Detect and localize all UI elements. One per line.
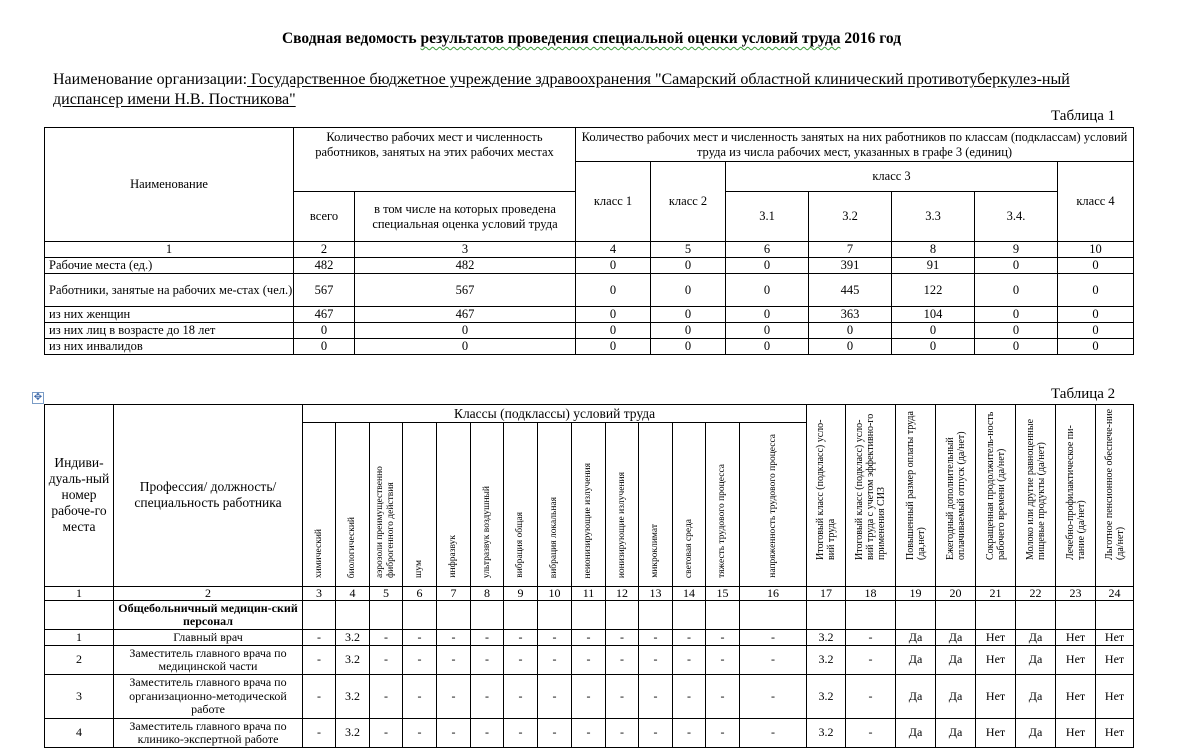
cell: 0 [1058, 323, 1134, 339]
cell: Да [896, 646, 936, 675]
workplace-id: 1 [45, 630, 114, 646]
header-sub-3-1: 3.1 [726, 192, 809, 242]
col-number: 3 [355, 242, 576, 258]
cell: 0 [726, 274, 809, 307]
cell: Нет [976, 719, 1016, 748]
col-number: 22 [1016, 586, 1056, 601]
cell: - [740, 719, 807, 748]
cell [936, 601, 976, 630]
cell: - [538, 719, 572, 748]
cell: - [471, 646, 504, 675]
col-number: 5 [651, 242, 726, 258]
cell: - [706, 719, 740, 748]
cell: 0 [355, 339, 576, 355]
cell: - [538, 630, 572, 646]
col-number: 4 [576, 242, 651, 258]
col-number: 15 [706, 586, 740, 601]
cell: - [673, 646, 706, 675]
header-food [1056, 405, 1096, 587]
table-row [45, 630, 1134, 646]
header-text: Льготное пенсионное обеспече-ние (да/нет) [1103, 408, 1126, 560]
cell: 0 [576, 307, 651, 323]
header-assessed: в том числе на которых проведена специальная оценка условий труда [355, 192, 576, 242]
header-text: напряженность трудового процесса [767, 434, 778, 578]
cell: 445 [809, 274, 892, 307]
header-text: неионизирующие излучения [583, 462, 593, 578]
cell: - [572, 675, 606, 719]
col-number: 17 [807, 586, 846, 601]
header-workplace-id: Индиви-дуаль-ный номер рабоче-го места [45, 405, 114, 587]
cell: 3.2 [336, 630, 370, 646]
cell: - [303, 646, 336, 675]
header-factor-vibration-general [504, 423, 538, 587]
header-workplaces-group: Количество рабочих мест и численность работников, занятых на этих рабочих местах [294, 128, 576, 192]
cell: 0 [892, 323, 975, 339]
cell [673, 601, 706, 630]
header-text: вибрация локальная [549, 496, 559, 578]
cell: 567 [355, 274, 576, 307]
header-factor-biological [336, 423, 370, 587]
cell: 0 [576, 323, 651, 339]
cell: - [437, 719, 471, 748]
cell: 0 [576, 258, 651, 274]
col-number: 7 [437, 586, 471, 601]
cell: - [639, 719, 673, 748]
cell: 0 [651, 307, 726, 323]
col-number: 9 [504, 586, 538, 601]
table-row [45, 323, 1134, 339]
cell [639, 601, 673, 630]
cell: - [403, 675, 437, 719]
col-number: 10 [1058, 242, 1134, 258]
header-text: Повышенный размер оплаты труда (да,нет) [904, 411, 927, 560]
cell: - [706, 675, 740, 719]
cell [437, 601, 471, 630]
column-number-row [45, 586, 1134, 601]
cell: - [538, 646, 572, 675]
cell: - [370, 630, 403, 646]
cell: 0 [892, 339, 975, 355]
header-text: аэрозоли преимущественно фиброгенного действия [375, 466, 396, 578]
header-text: Сокращенная продолжитель-ность рабочего времени (да/нет) [984, 411, 1007, 560]
cell: - [606, 675, 639, 719]
header-factor-chemical [303, 423, 336, 587]
cell: 0 [294, 339, 355, 355]
col-number: 1 [45, 242, 294, 258]
cell: 3.2 [807, 675, 846, 719]
cell: 0 [651, 339, 726, 355]
cell: Нет [976, 646, 1016, 675]
cell: - [740, 646, 807, 675]
col-number: 3 [303, 586, 336, 601]
cell: - [437, 646, 471, 675]
cell: - [471, 719, 504, 748]
cell: Да [1016, 630, 1056, 646]
cell: - [370, 719, 403, 748]
header-text: тяжесть трудового процесса [717, 464, 727, 578]
table-row [45, 675, 1134, 719]
section-row [45, 601, 1134, 630]
cell: 0 [726, 323, 809, 339]
col-number: 6 [403, 586, 437, 601]
cell: - [639, 646, 673, 675]
header-text: ультразвук воздушный [481, 485, 492, 578]
cell: Да [936, 719, 976, 748]
header-class2: класс 2 [651, 162, 726, 242]
table-row [45, 258, 1134, 274]
table-row [45, 719, 1134, 748]
summary-table [44, 127, 1134, 355]
header-factor-intensity [740, 423, 807, 587]
col-number: 8 [471, 586, 504, 601]
cell: 0 [576, 339, 651, 355]
col-number: 8 [892, 242, 975, 258]
header-sub-3-2: 3.2 [809, 192, 892, 242]
cell [1056, 601, 1096, 630]
cell: Нет [1056, 675, 1096, 719]
cell: Нет [976, 675, 1016, 719]
header-factor-microclimate [639, 423, 673, 587]
cell [45, 601, 114, 630]
header-factor-aerosols [370, 423, 403, 587]
cell: - [504, 646, 538, 675]
header-sub-3-4: 3.4. [975, 192, 1058, 242]
cell: - [437, 630, 471, 646]
cell [538, 601, 572, 630]
cell: 482 [294, 258, 355, 274]
header-factor-noise [403, 423, 437, 587]
header-text: Итоговый класс (подкласс) усло-вий труда [815, 419, 838, 560]
cell: - [403, 630, 437, 646]
cell: 122 [892, 274, 975, 307]
cell: Да [936, 675, 976, 719]
workplace-id: 2 [45, 646, 114, 675]
cell: 0 [576, 274, 651, 307]
header-text: Итоговый класс (подкласс) усло-вий труда с учетом эффективно-го применения СИЗ [854, 413, 888, 560]
cell: - [471, 630, 504, 646]
cell: Нет [1096, 630, 1134, 646]
cell: Да [936, 630, 976, 646]
cell: 363 [809, 307, 892, 323]
col-number: 18 [846, 586, 896, 601]
cell: 3.2 [807, 719, 846, 748]
header-factor-ultrasound [471, 423, 504, 587]
organization-name: Государственное бюджетное учреждение здравоохранения "Самарский областной клинический противотуберкулез-ный диспансер имени Н.В. Постникова" [53, 71, 1070, 108]
cell: Нет [1056, 646, 1096, 675]
cell [740, 601, 807, 630]
cell: Нет [1096, 675, 1134, 719]
col-number: 19 [896, 586, 936, 601]
cell: 0 [975, 323, 1058, 339]
organization-label: Наименование организации: [53, 71, 248, 88]
cell: Да [896, 675, 936, 719]
header-class4: класс 4 [1058, 162, 1134, 242]
cell: - [673, 719, 706, 748]
col-number: 7 [809, 242, 892, 258]
cell: 0 [355, 323, 576, 339]
cell [336, 601, 370, 630]
organization-line [53, 70, 1133, 110]
col-number: 5 [370, 586, 403, 601]
header-text: ионизирующие излучения [616, 471, 627, 578]
cell: 0 [651, 274, 726, 307]
cell: - [370, 646, 403, 675]
table-move-handle-icon[interactable]: ✥ [33, 392, 43, 403]
col-number: 24 [1096, 586, 1134, 601]
header-pay [896, 405, 936, 587]
cell: Да [1016, 675, 1056, 719]
cell: 482 [355, 258, 576, 274]
table1-caption: Таблица 1 [1051, 108, 1116, 124]
header-text: шум [414, 560, 424, 578]
cell: Нет [1056, 719, 1096, 748]
cell: - [504, 719, 538, 748]
header-factor-lighting [673, 423, 706, 587]
header-leave [936, 405, 976, 587]
header-text: химический [313, 528, 324, 578]
table2-caption: Таблица 2 [1051, 386, 1116, 402]
cell: 567 [294, 274, 355, 307]
workplace-id: 4 [45, 719, 114, 748]
cell: 3.2 [336, 719, 370, 748]
cell: - [639, 630, 673, 646]
header-classes-group: Количество рабочих мест и численность занятых на них работников по классам (подклассам) условий труда из числа рабочих мест, указанных в графе 3 (единиц) [576, 128, 1134, 162]
cell: - [606, 630, 639, 646]
cell [706, 601, 740, 630]
cell: 3.2 [807, 630, 846, 646]
table-row [45, 307, 1134, 323]
profession: Заместитель главного врача по клинико-экспертной работе [114, 719, 303, 748]
cell: - [572, 646, 606, 675]
col-number: 4 [336, 586, 370, 601]
col-number: 1 [45, 586, 114, 601]
header-total: всего [294, 192, 355, 242]
cell: - [370, 675, 403, 719]
cell: 3.2 [336, 646, 370, 675]
col-number: 6 [726, 242, 809, 258]
cell: - [606, 719, 639, 748]
cell: - [673, 675, 706, 719]
cell: - [303, 719, 336, 748]
col-number: 16 [740, 586, 807, 601]
cell: 0 [294, 323, 355, 339]
cell: Да [1016, 719, 1056, 748]
row-label: из них лиц в возрасте до 18 лет [45, 323, 294, 339]
cell [846, 601, 896, 630]
cell: 0 [975, 307, 1058, 323]
cell: Нет [1056, 630, 1096, 646]
cell: 0 [726, 339, 809, 355]
cell: - [504, 675, 538, 719]
table-row [45, 646, 1134, 675]
cell: 467 [355, 307, 576, 323]
cell: Нет [1096, 719, 1134, 748]
cell: 467 [294, 307, 355, 323]
cell [370, 601, 403, 630]
workplaces-table [44, 404, 1134, 748]
cell: - [303, 675, 336, 719]
cell: 0 [975, 258, 1058, 274]
cell: - [740, 675, 807, 719]
cell: 391 [809, 258, 892, 274]
header-factor-nonionizing [572, 423, 606, 587]
cell [896, 601, 936, 630]
row-label: из них инвалидов [45, 339, 294, 355]
header-final-class-siz [846, 405, 896, 587]
cell: Да [896, 630, 936, 646]
cell [807, 601, 846, 630]
header-factor-ionizing [606, 423, 639, 587]
cell: Да [896, 719, 936, 748]
cell [606, 601, 639, 630]
col-number: 12 [606, 586, 639, 601]
cell: - [403, 719, 437, 748]
cell: - [437, 675, 471, 719]
cell: Нет [976, 630, 1016, 646]
row-label: Работники, занятые на рабочих ме-стах (чел.) [45, 274, 294, 307]
cell: 0 [1058, 274, 1134, 307]
row-label: Рабочие места (ед.) [45, 258, 294, 274]
cell: 3.2 [336, 675, 370, 719]
cell: 0 [651, 258, 726, 274]
cell [1096, 601, 1134, 630]
col-number: 21 [976, 586, 1016, 601]
cell: - [403, 646, 437, 675]
header-milk [1016, 405, 1056, 587]
cell [572, 601, 606, 630]
cell: - [639, 675, 673, 719]
cell: - [572, 630, 606, 646]
cell: - [846, 630, 896, 646]
cell [471, 601, 504, 630]
col-number: 9 [975, 242, 1058, 258]
header-text: Молоко или другие равноценные пищевые продукты (да/нет) [1024, 418, 1047, 560]
header-sub-3-3: 3.3 [892, 192, 975, 242]
header-text: вибрация общая [515, 512, 525, 578]
cell: 0 [809, 339, 892, 355]
workplace-id: 3 [45, 675, 114, 719]
header-class3: класс 3 [726, 162, 1058, 192]
cell: 0 [726, 258, 809, 274]
cell: 0 [1058, 307, 1134, 323]
cell: - [673, 630, 706, 646]
cell: 3.2 [807, 646, 846, 675]
col-number: 11 [572, 586, 606, 601]
header-hours [976, 405, 1016, 587]
header-text: биологический [347, 516, 357, 578]
table-row [45, 274, 1134, 307]
cell: 0 [975, 339, 1058, 355]
col-number: 13 [639, 586, 673, 601]
col-number: 23 [1056, 586, 1096, 601]
table-row [45, 339, 1134, 355]
cell: 0 [975, 274, 1058, 307]
header-pension [1096, 405, 1134, 587]
column-number-row [45, 242, 1134, 258]
header-factor-vibration-local [538, 423, 572, 587]
cell: - [846, 719, 896, 748]
header-name: Наименование [45, 128, 294, 242]
header-text: микроклимат [650, 524, 660, 578]
header-factor-severity [706, 423, 740, 587]
cell [303, 601, 336, 630]
section-title: Общебольничный медицин-ский персонал [114, 601, 303, 630]
cell [1016, 601, 1056, 630]
header-text: Лечебно-профилактическое пи-тание (да/нет) [1064, 425, 1087, 560]
col-number: 2 [294, 242, 355, 258]
cell: - [740, 630, 807, 646]
cell: Нет [1096, 646, 1134, 675]
cell [976, 601, 1016, 630]
cell: - [706, 630, 740, 646]
header-classes-group: Классы (подклассы) условий труда [303, 405, 807, 423]
cell: - [538, 675, 572, 719]
header-profession: Профессия/ должность/ специальность работника [114, 405, 303, 587]
cell: - [303, 630, 336, 646]
cell: - [471, 675, 504, 719]
profession: Заместитель главного врача по медицинской части [114, 646, 303, 675]
cell: - [504, 630, 538, 646]
col-number: 2 [114, 586, 303, 601]
profession: Заместитель главного врача по организационно-методической работе [114, 675, 303, 719]
cell: 0 [1058, 339, 1134, 355]
col-number: 20 [936, 586, 976, 601]
cell: - [606, 646, 639, 675]
header-final-class [807, 405, 846, 587]
cell [403, 601, 437, 630]
profession: Главный врач [114, 630, 303, 646]
cell: 91 [892, 258, 975, 274]
cell: 0 [651, 323, 726, 339]
header-text: инфразвук [448, 535, 458, 578]
cell: 0 [1058, 258, 1134, 274]
cell: - [572, 719, 606, 748]
header-factor-infrasound [437, 423, 471, 587]
col-number: 10 [538, 586, 572, 601]
row-label: из них женщин [45, 307, 294, 323]
cell [504, 601, 538, 630]
cell: Да [1016, 646, 1056, 675]
cell: 0 [809, 323, 892, 339]
header-text: световая среда [683, 518, 694, 578]
col-number: 14 [673, 586, 706, 601]
header-class1: класс 1 [576, 162, 651, 242]
cell: 0 [726, 307, 809, 323]
cell: - [846, 646, 896, 675]
cell: 104 [892, 307, 975, 323]
cell: - [706, 646, 740, 675]
header-text: Ежегодный дополнительный оплачиваемый отпуск (да/нет) [944, 431, 967, 560]
cell: - [846, 675, 896, 719]
document-title: Сводная ведомость результатов проведения специальной оценки условий труда 2016 год [281, 30, 902, 47]
cell: Да [936, 646, 976, 675]
